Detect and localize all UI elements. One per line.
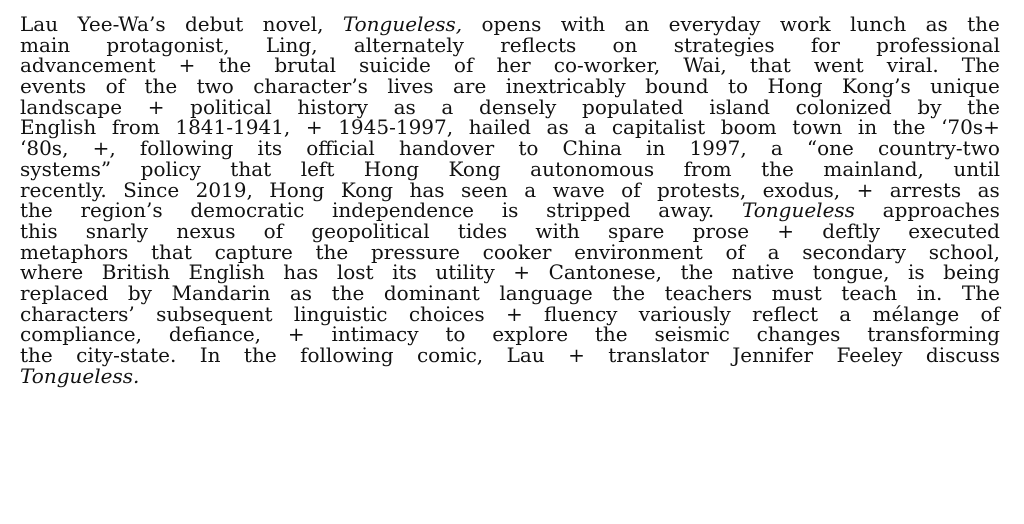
word: variously xyxy=(638,301,731,326)
word: advancement xyxy=(20,53,156,78)
word: as xyxy=(546,115,569,140)
word: cooker xyxy=(482,239,552,264)
word: by xyxy=(917,94,942,119)
word: following xyxy=(300,343,394,367)
word: The xyxy=(961,53,1000,78)
word: systems” xyxy=(20,156,112,181)
word: English xyxy=(188,260,265,285)
word: stripped xyxy=(546,198,631,223)
text-line xyxy=(20,138,1000,159)
word: by xyxy=(127,280,152,305)
word: in xyxy=(646,136,666,161)
word: Kong xyxy=(340,177,394,202)
word: country-two xyxy=(878,136,1000,161)
word: densely xyxy=(479,94,557,119)
word: explore xyxy=(492,322,569,347)
word: replaced xyxy=(20,280,109,305)
word: protests, xyxy=(657,177,747,202)
word: mainland, xyxy=(823,156,924,181)
word: + xyxy=(287,322,305,347)
word: choices xyxy=(408,301,485,326)
word: autonomous xyxy=(530,156,655,181)
word: main xyxy=(20,32,71,57)
word: where xyxy=(20,260,84,285)
word: nexus xyxy=(176,218,236,243)
word: lives xyxy=(387,74,434,99)
word: teachers xyxy=(664,280,753,305)
word: until xyxy=(953,156,1000,181)
word: viral. xyxy=(886,53,939,78)
word: translator xyxy=(608,343,709,367)
word: political xyxy=(190,94,272,119)
word: geopolitical xyxy=(311,218,430,243)
text-line xyxy=(20,55,1000,76)
word: arrests xyxy=(889,177,962,202)
text-line xyxy=(20,200,1000,221)
word: deftly xyxy=(822,218,881,243)
word: democratic xyxy=(190,198,305,223)
text-line xyxy=(20,363,1000,388)
text-line xyxy=(20,301,1000,326)
word: seen xyxy=(460,177,508,202)
word: + xyxy=(305,115,323,140)
word: the xyxy=(892,115,926,140)
text-line xyxy=(20,280,1000,305)
word: seismic xyxy=(654,322,730,347)
word: Wai, xyxy=(683,53,727,78)
word: that xyxy=(749,53,791,78)
word: approaches xyxy=(882,198,1000,223)
word: a xyxy=(839,301,852,326)
word: teach xyxy=(841,280,898,305)
word: tongue, xyxy=(812,260,890,285)
word: strategies xyxy=(673,32,775,57)
word: pressure xyxy=(370,239,460,264)
word: of xyxy=(725,239,745,264)
book-title-italic: Tongueless xyxy=(741,198,855,223)
word: a xyxy=(441,94,454,119)
word: of xyxy=(621,177,641,202)
word: China xyxy=(562,136,622,161)
word: The xyxy=(961,280,1000,305)
word: intimacy xyxy=(331,322,419,347)
text-line xyxy=(20,345,1000,366)
word: comic, xyxy=(416,343,484,367)
word: debut xyxy=(184,12,244,36)
word: discuss xyxy=(925,343,1000,367)
word: its xyxy=(392,260,417,285)
word: wave xyxy=(552,177,605,202)
word: independence xyxy=(331,198,474,223)
word: left xyxy=(300,156,335,181)
word: native xyxy=(731,260,795,285)
text-line xyxy=(20,94,1000,119)
text-line xyxy=(20,324,1000,345)
word: unique xyxy=(930,74,1000,99)
word: capitalist xyxy=(611,115,706,140)
word: inextricably xyxy=(505,74,626,99)
word: two xyxy=(196,74,234,99)
word: 1841-1941, xyxy=(175,115,291,140)
word: of xyxy=(453,53,474,78)
word: snarly xyxy=(85,218,149,243)
word: linguistic xyxy=(293,301,388,326)
word: the xyxy=(612,280,646,305)
word: +, xyxy=(92,136,116,161)
word: recently. xyxy=(20,177,107,202)
word: Jennifer xyxy=(732,343,814,367)
word: subsequent xyxy=(156,301,273,326)
text-line xyxy=(20,117,1000,138)
book-title-italic: Tongueless, xyxy=(342,12,463,36)
word: with xyxy=(560,12,606,36)
word: character’s xyxy=(253,74,368,99)
word: brutal xyxy=(274,53,336,78)
word: the xyxy=(967,12,1000,36)
word: lost xyxy=(336,260,374,285)
word: boom xyxy=(720,115,777,140)
word: from xyxy=(111,115,160,140)
word: has xyxy=(409,177,445,202)
word: ‘80s, xyxy=(20,136,69,161)
word: for xyxy=(810,32,840,57)
word: school, xyxy=(928,239,1000,264)
word: must xyxy=(771,280,822,305)
word: as xyxy=(289,280,313,305)
word: in. xyxy=(916,280,943,305)
word: capture xyxy=(214,239,293,264)
word: reflects xyxy=(500,32,577,57)
word: is xyxy=(907,260,925,285)
intro-paragraph xyxy=(20,14,1000,386)
word: Since xyxy=(123,177,180,202)
word: of xyxy=(263,218,284,243)
word: events xyxy=(20,74,87,99)
word: professional xyxy=(876,32,1000,57)
word: as xyxy=(925,12,948,36)
word: this xyxy=(20,218,58,243)
word: to xyxy=(445,322,466,347)
word: English xyxy=(20,115,97,140)
word: changes xyxy=(756,322,841,347)
text-line xyxy=(20,14,1000,35)
word: an xyxy=(624,12,650,36)
word: spare xyxy=(607,218,665,243)
word: away. xyxy=(658,198,715,223)
text-line xyxy=(20,32,1000,57)
word: the xyxy=(243,343,277,367)
word: a xyxy=(584,115,597,140)
word: Hong xyxy=(363,156,420,181)
word: prose xyxy=(692,218,750,243)
word: the xyxy=(967,94,1000,119)
word: + xyxy=(147,94,165,119)
word: + xyxy=(178,53,196,78)
word: In xyxy=(199,343,221,367)
word: handover xyxy=(398,136,495,161)
word: Hong xyxy=(767,74,823,99)
word: on xyxy=(612,32,638,57)
book-title-italic: Tongueless. xyxy=(20,363,140,388)
word: that xyxy=(230,156,272,181)
word: novel, xyxy=(262,12,324,36)
word: 1997, xyxy=(689,136,747,161)
word: is xyxy=(501,198,519,223)
word: mélange xyxy=(872,301,960,326)
word: in xyxy=(857,115,878,140)
word: work xyxy=(779,12,831,36)
text-line xyxy=(20,177,1000,202)
word: from xyxy=(683,156,732,181)
word: the xyxy=(315,239,349,264)
word: a xyxy=(770,136,783,161)
word: landscape xyxy=(20,94,123,119)
word: Yee-Wa’s xyxy=(77,12,166,36)
word: to xyxy=(727,74,749,99)
word: the xyxy=(218,53,252,78)
word: executed xyxy=(908,218,1000,243)
word: opens xyxy=(481,12,542,36)
word: Kong xyxy=(448,156,501,181)
word: exodus, xyxy=(762,177,841,202)
word: everyday xyxy=(668,12,761,36)
word: + xyxy=(505,301,523,326)
word: reflect xyxy=(752,301,818,326)
word: are xyxy=(452,74,487,99)
word: city-state. xyxy=(76,343,177,367)
text-line xyxy=(20,156,1000,181)
word: of xyxy=(105,74,126,99)
word: being xyxy=(943,260,1000,285)
word: with xyxy=(535,218,580,243)
word: Feeley xyxy=(836,343,903,367)
word: bound xyxy=(645,74,709,99)
word: “one xyxy=(806,136,854,161)
word: language xyxy=(499,280,593,305)
text-line xyxy=(20,239,1000,264)
word: of xyxy=(980,301,1000,326)
word: the xyxy=(20,198,53,223)
word: populated xyxy=(582,94,684,119)
word: alternately xyxy=(353,32,464,57)
word: the xyxy=(20,343,53,367)
word: that xyxy=(151,239,192,264)
word: compliance, xyxy=(20,322,143,347)
word: utility xyxy=(435,260,495,285)
word: + xyxy=(513,260,531,285)
word: a xyxy=(524,177,537,202)
word: + xyxy=(777,218,795,243)
word: official xyxy=(306,136,375,161)
word: lunch xyxy=(850,12,907,36)
word: town xyxy=(792,115,843,140)
word: ‘70s+ xyxy=(941,115,1000,140)
word: tides xyxy=(457,218,508,243)
word: Kong’s xyxy=(842,74,911,99)
word: fluency xyxy=(544,301,618,326)
word: region’s xyxy=(80,198,163,223)
text-line xyxy=(20,76,1000,97)
word: environment xyxy=(574,239,703,264)
word: the xyxy=(144,74,178,99)
word: Lau xyxy=(20,12,59,36)
word: the xyxy=(761,156,794,181)
word: suicide xyxy=(359,53,431,78)
word: British xyxy=(101,260,170,285)
word: went xyxy=(813,53,864,78)
word: Ling, xyxy=(265,32,318,57)
word: the xyxy=(331,280,365,305)
word: a xyxy=(767,239,780,264)
word: history xyxy=(297,94,368,119)
word: hailed xyxy=(468,115,531,140)
word: island xyxy=(709,94,770,119)
word: characters’ xyxy=(20,301,135,326)
text-line xyxy=(20,262,1000,283)
word: its xyxy=(257,136,283,161)
word: has xyxy=(283,260,319,285)
word: + xyxy=(568,343,585,367)
word: dominant xyxy=(383,280,480,305)
word: policy xyxy=(140,156,201,181)
word: 1945-1997, xyxy=(338,115,454,140)
word: protagonist, xyxy=(106,32,230,57)
word: her xyxy=(496,53,531,78)
word: transforming xyxy=(867,322,1000,347)
word: co-worker, xyxy=(553,53,661,78)
word: Cantonese, xyxy=(548,260,662,285)
word: the xyxy=(680,260,714,285)
word: defiance, xyxy=(168,322,262,347)
word: as xyxy=(393,94,416,119)
word: Hong xyxy=(269,177,325,202)
word: Mandarin xyxy=(171,280,271,305)
word: colonized xyxy=(795,94,892,119)
word: as xyxy=(977,177,1000,202)
word: following xyxy=(139,136,234,161)
word: metaphors xyxy=(20,239,129,264)
word: secondary xyxy=(802,239,907,264)
word: Lau xyxy=(506,343,545,367)
word: the xyxy=(594,322,628,347)
word: to xyxy=(518,136,539,161)
text-line xyxy=(20,218,1000,243)
word: + xyxy=(856,177,874,202)
word: 2019, xyxy=(195,177,253,202)
